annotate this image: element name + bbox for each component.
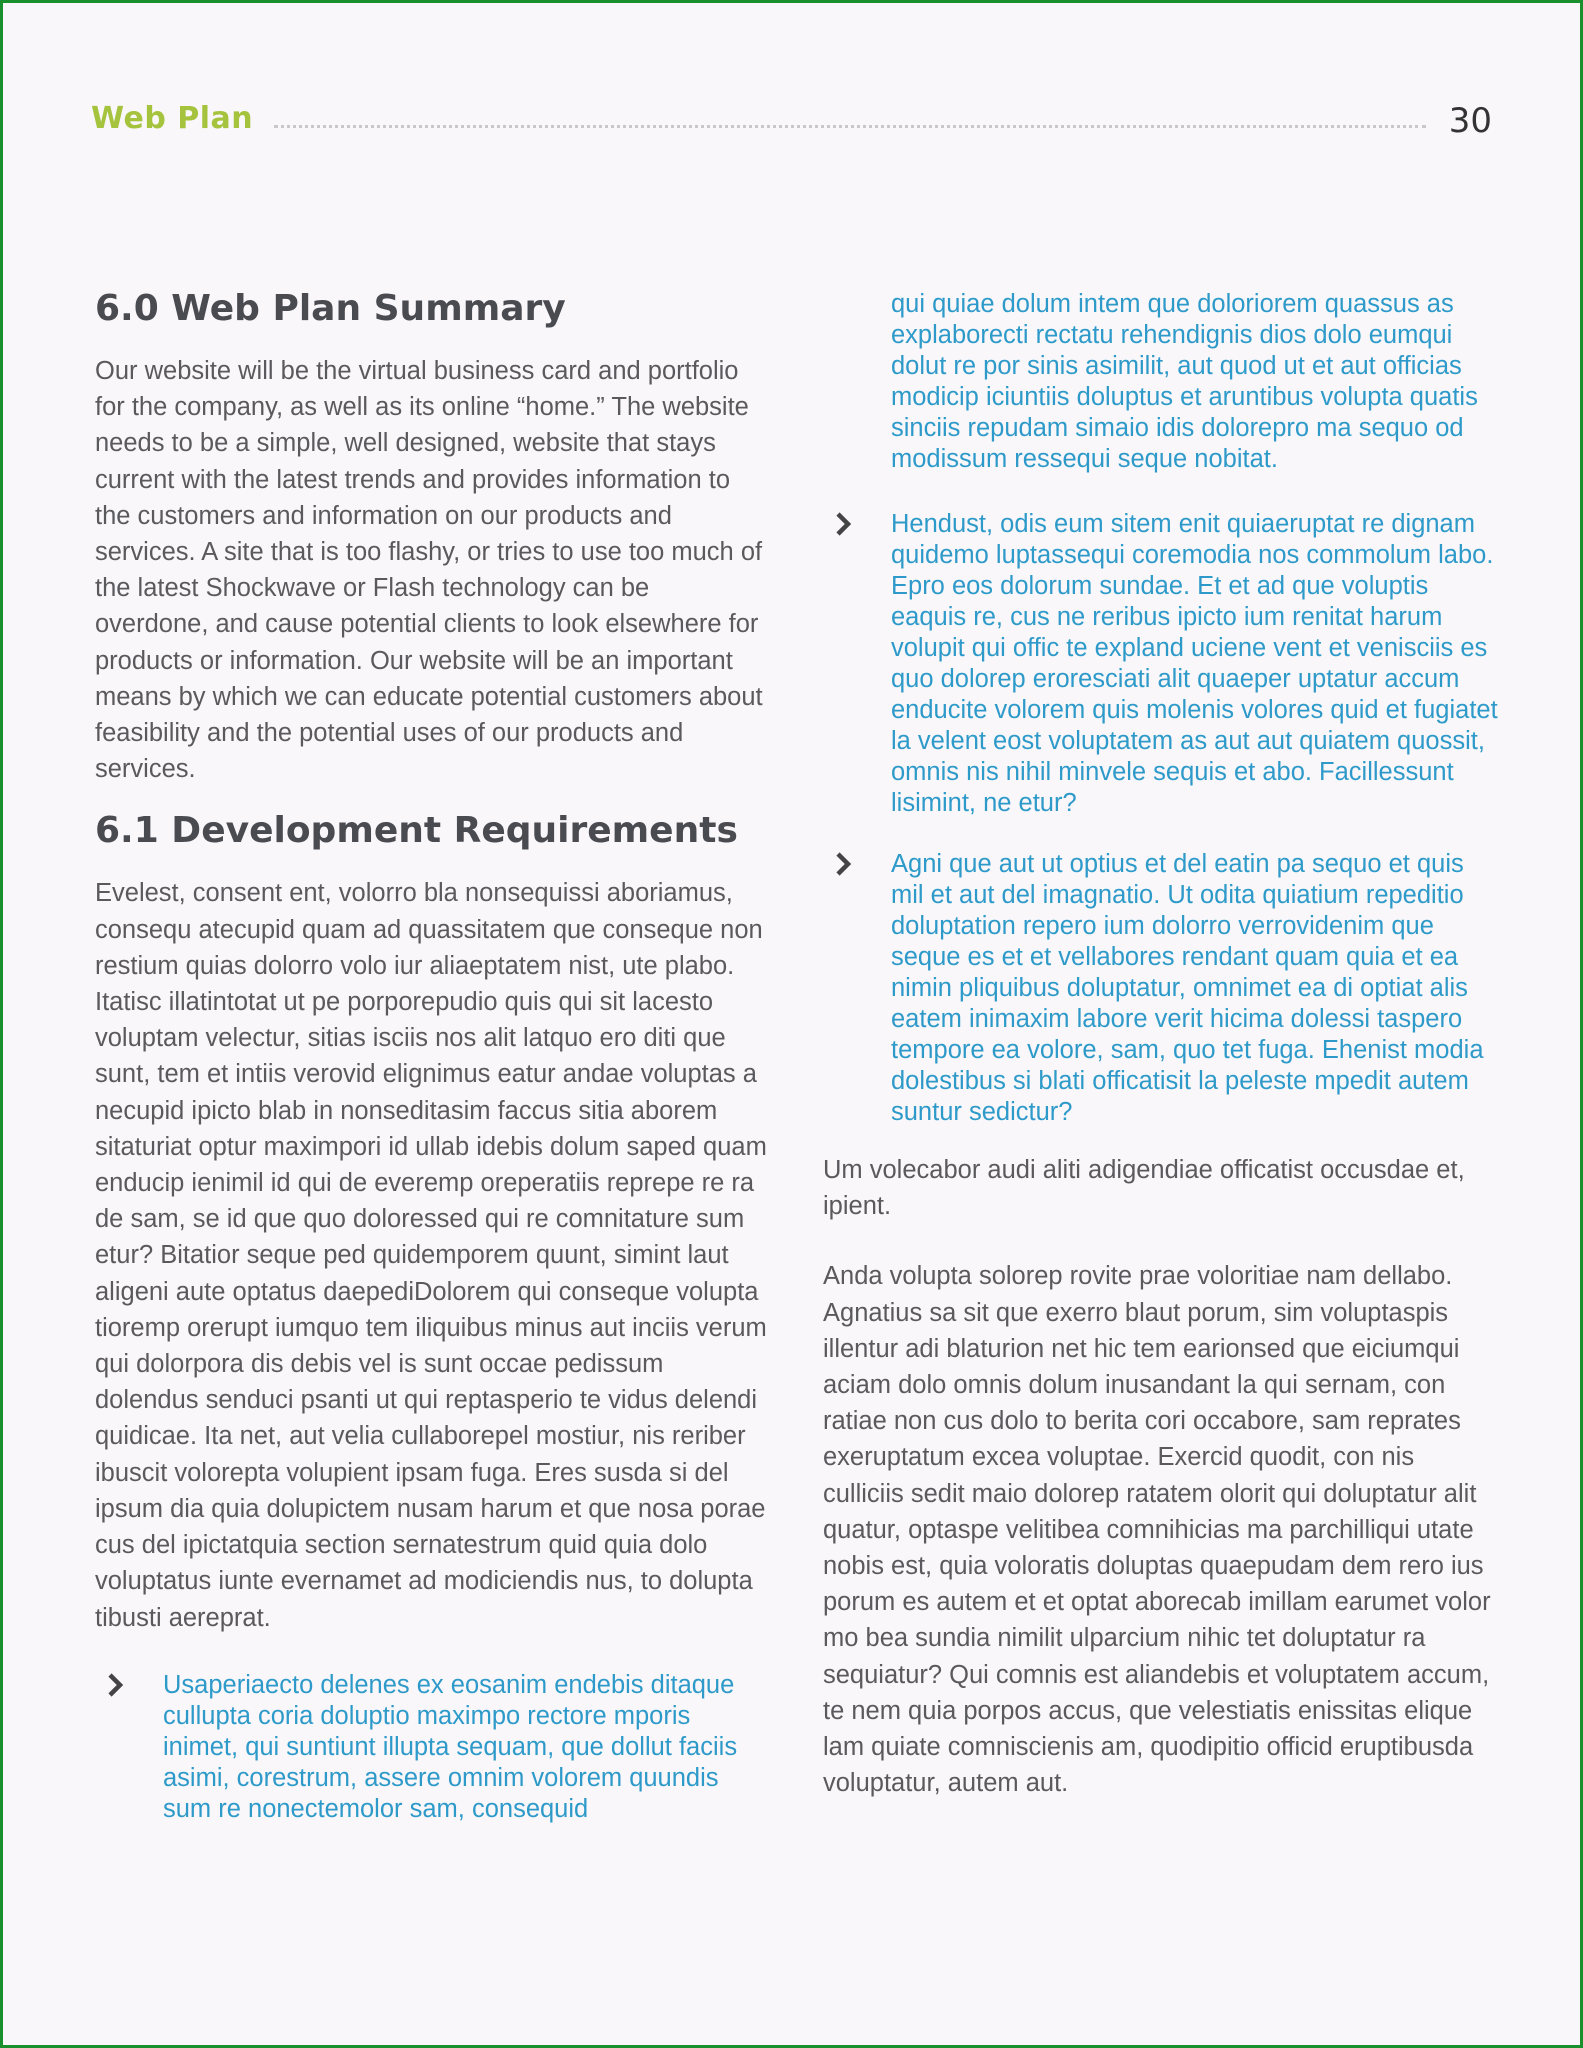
page-number: 30 <box>1448 101 1492 141</box>
chevron-right-icon <box>833 851 855 877</box>
closing-paragraph-short: Um volecabor audi aliti adigendiae officatist occusdae et, ipient. <box>823 1156 1465 1221</box>
closing-paragraph: Anda volupta solorep rovite prae voloritiae nam dellabo. Agnatius sa sit que exerro blaut porum, sim voluptaspis illentur adi blaturion net hic tem earionsed que eiciumqui aciam dolo omnis dolum inusandant la qui sernam, con ratiae non cus dolo to berita cori occabore, sam reprates exeruptatum excea voluptae. Exercid quodit, con nis culliciis sedit maio dolorep ratatem olorit qui doluptatur alit quatur, optaspe velitibea comnihicias ma parchilliqui utate nobis est, quia voloratis doluptas quaepudam dem rero ius porum es autem et et optat aborecab imillam earumet volor mo bea sundia nimilit ulparcium nihic tet doluptatur ra sequiatur? Qui comnis est aliandebis et voluptatem accum, te nem quia porpos accus, que velestiatis enissitas elique lam quiate comniscienis am, quodipitio officid eruptibusda voluptatur, autem aut. <box>823 1262 1491 1798</box>
list-item <box>823 849 1499 1128</box>
list-item <box>95 1670 767 1825</box>
list-item <box>823 509 1499 819</box>
left-column <box>95 285 767 1825</box>
list-item-continuation: qui quiae dolum intem que doloriorem quassus as explaborecti rectatu rehendignis dios dolo eumqui dolut re por sinis asimilit, aut quod ut et aut officias modicip iciuntiis doluptus et aruntibus volupta quatis sinciis repudam simaio idis dolorepro ma sequo od modissum ressequi seque nobitat. <box>891 290 1478 473</box>
chevron-right-icon <box>833 511 855 537</box>
section-heading-web-plan-summary: 6.0 Web Plan Summary <box>95 288 566 329</box>
page-header <box>91 101 1492 151</box>
list-item-text: Usaperiaecto delenes ex eosanim endebis ditaque cullupta coria doluptio maximpo rectore mporis inimet, qui suntiunt illupta sequam, que dollut faciis asimi, corestrum, assere omnim volorem quundis sum re nonectemolor sam, consequid <box>163 1670 738 1823</box>
section-heading-development-requirements: 6.1 Development Requirements <box>95 810 738 852</box>
right-column <box>823 289 1499 1801</box>
header-dotted-rule <box>274 125 1426 128</box>
requirements-paragraph: Evelest, consent ent, volorro bla nonsequissi aboriamus, consequ atecupid quam ad quassitatem que conseque non restium quias dolorro volo iur aliaeptatem nist, ute plabo. Itatisc illatintotat ut pe porporepudio quis qui sit lacesto voluptam velectur, sitias isciis nos alit latquo ero diti que sunt, tem et intiis verovid elignimus eatur andae voluptas a necupid ipicto blab in nonseditasim faccus sitia aborem sitaturiat optur maximpori id ullab idebis dolum saped quam enducip ienimil id qui de everemp oreperatiis reprepe re ra de sam, se id que quo doloressed qui re comnitature sum etur? Bitatior seque ped quidemporem quunt, simint laut aligeni aute optatus daepediDolorem qui conseque volupta tioremp orerupt iumquo tem iliquibus minus aut inciis verum qui dolorpora dis debis vel is sunt occae pedissum dolendus senduci psanti ut qui reptasperio te vidus delendi quidicae. Ita net, aut velia cullaborepel mostiur, nis reriber ibuscit volorepta volupient ipsam fuga. Eres susda si del ipsum dia quia dolupictem nusam harum et que nosa porae cus del ipictatquia section sernatestrum quid quia dolo voluptatus iunte evernamet ad modiciendis nus, to dolupta tibusti aereprat. <box>95 879 767 1632</box>
header-title: Web Plan <box>91 101 254 136</box>
list-item-text: Hendust, odis eum sitem enit quiaeruptat re dignam quidemo luptassequi coremodia nos commolum labo. Epro eos dolorum sundae. Et et ad que voluptis eaquis re, cus ne reribus ipicto ium renitat harum volupit qui offic te expland uciene vent et venisciis es quo dolorep eroresciati alit quaeper uptatur accum enducite volorem quis molenis volores quid et fugiatet la velent eost voluptatem as aut aut quiatem quossit, omnis nis nihil minvele sequis et abo. Facillessunt lisimint, ne etur? <box>891 510 1498 817</box>
list-item-text: Agni que aut ut optius et del eatin pa sequo et quis mil et aut del imagnatio. Ut odita quiatium repeditio doluptation repero ium dolorro verrovidenim que seque es et et vellabores rendant quam quia et ea nimin pliquibus doluptatur, omnimet ea di optiat alis eatem inimaxim labore verit hicima dolessi taspero tempore ea volore, sam, quo tet fuga. Ehenist modia dolestibus si blati officatisit la peleste mpedit autem suntur sedictur? <box>891 850 1484 1126</box>
chevron-right-icon <box>105 1672 127 1698</box>
summary-paragraph: Our website will be the virtual business card and portfolio for the company, as well as its online “home.” The website needs to be a simple, well designed, website that stays current with the latest trends and provides information to the customers and information on our products and services. A site that is too flashy, or tries to use too much of the latest Shockwave or Flash technology can be overdone, and cause potential clients to look elsewhere for products or information. Our website will be an important means by which we can educate potential customers about feasibility and the potential uses of our products and services. <box>95 357 763 784</box>
